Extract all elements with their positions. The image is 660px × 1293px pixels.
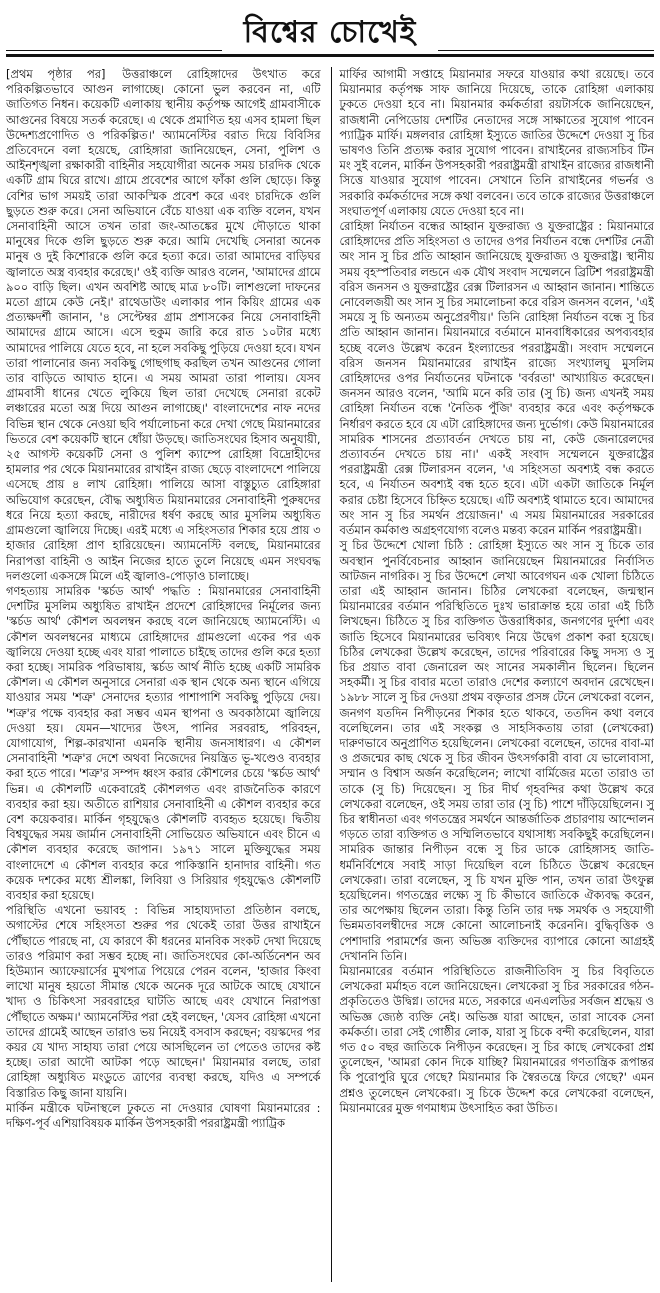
paragraph-text: উত্তরাঞ্চলে রোহিঙ্গাদের উৎখাত করে পরিকল্পিতভাবে আগুন লাগাচ্ছে। কোনো ভুল করবেন না, এটি জাতিগত নিধন। কয়েকটি এলাকায় স্থানীয় কর্তৃপক্ষ আগেই গ্রামবাসীকে আগুনের বিষয়ে সতর্ক করেছে। এ থেকে প্রমাণিত হয় এসব হামলা ছিল উদ্দেশ্যপ্রণোদিত ও পরিকল্পিত।' অ্যামনেস্টির বরাত দিয়ে বিবিসির প্রতিবেদনে বলা হয়েছে, রোহিঙ্গারা জানিয়েছেন, সেনা, পুলিশ ও আইনশৃঙ্খলা রক্ষাকারী বাহিনীর সহযোগীরা অনেক সময় চারদিক থেকে একটি গ্রাম ঘিরে রাখে। গ্রামে প্রবেশের আগে ফাঁকা গুলি ছোড়ে। কিন্তু বেশির ভাগ সময়ই তারা আকস্মিক প্রবেশ করে এবং চারদিকে গুলি ছুড়তে শুরু করে। সেনা অভিযানে বেঁচে যাওয়া এক ব্যক্তি বলেন, যখন সেনাবাহিনী আসে তখন তারা জং-আতঙ্কের মুখে দৌড়াতে থাকা মানুষের দিকে গুলি ছুড়তে শুরু করে। আমি দেখেছি সেনারা অনেক মানুষ ও দুই কিশোরকে গুলি করে হত্যা করে। তারা আমাদের বাড়িঘর জ্বালাতে অস্ত্র ব্যবহার করেছে।' ওই ব্যক্তি আরও বলেন, 'আমাদের গ্রামে ৯০০ বাড়ি ছিল। এখন অবশিষ্ট আছে মাত্র ৮০টি। লাশগুলো দাফনের মতো গ্রামে কেউ নেই।' রাথেডাউং এলাকার পান কিয়িং গ্রামের এক প্রত্যক্ষদর্শী জানান, '৪ সেপ্টেম্বর গ্রাম প্রশাসকের নিয়ে সেনাবাহিনী আমাদের গ্রামে আসে। এসে হুকুম জারি করে রাত ১০টার মধ্যে আমাদের পালিয়ে যেতে হবে, না হলে সবকিছু পুড়িয়ে দেওয়া হবে। যখন তারা পালানোর জন্য সবকিছু গোছগাছ করছিল তখন আগুনের গোলা তার বাড়িতে আঘাত হানে। এ সময় আমরা তারা পালায়। যেসব গ্রামবাসী ধানের খেতে লুকিয়ে ছিল তারা দেখেছে সেনারা রকেট লঞ্চারের মতো অস্ত্র দিয়ে আগুন লাগাচ্ছে।' বাংলাদেশের নাফ নদের বিভিন্ন স্থান থেকে নেওয়া ছবি পর্যালোচনা করে দেখা গেছে মিয়ানমারের ভিতরে বেশ কয়েকটি স্থানে ধোঁয়া উড়ছে। জাতিসংঘের হিসাব অনুযায়ী, ২৫ আগস্ট কয়েকটি সেনা ও পুলিশ ক্যাম্পে রোহিঙ্গা বিদ্রোহীদের হামলার পর থেকে মিয়ানমারের রাখাইন রাজ্য ছেড়ে বাংলাদেশে পালিয়ে এসেছে প্রায় ৪ লাখ রোহিঙ্গা। পালিয়ে আসা বাস্তুচ্যুত রোহিঙ্গারা অভিযোগ করেছেন, বৌদ্ধ অধ্যুষিত মিয়ানমারের সেনাবাহিনী পুরুষদের ধরে নিয়ে হত্যা করছে, নারীদের ধর্ষণ করছে আর মুসলিম অধ্যুষিত গ্রামগুলো জ্বালিয়ে দিচ্ছে। এরই মধ্যে এ সহিংসতার শিকার হয়ে প্রায় ৩ হাজার রোহিঙ্গা প্রাণ হারিয়েছেন। অ্যামনেস্টি বলছে, মিয়ানমারের নিরাপত্তা বাহিনী ও আইন নিজের হাতে তুলে নিয়েছে এমন সংঘবদ্ধ দলগুলো একসঙ্গে মিলে এই জ্বালাও-পোড়াও চালাচ্ছে।: [6, 67, 321, 583]
article-paragraph: পরিস্থিতি এখনো ভয়াবহ : বিভিন্ন সাহায্যদাতা প্রতিষ্ঠান বলছে, অগাস্টের শেষে সহিংসতা শুরুর পর থেকেই তারা উত্তর রাখাইনে পৌঁছাতে পারছে না, যে কারণে কী ধরনের মানবিক সংকট দেখা দিয়েছে তারও পরিমাণ করা সম্ভব হচ্ছে না। জাতিসংঘের কো-অর্ডিনেশন অব হিউম্যান অ্যাফেয়ার্সের মুখপাত্র পিয়েরে পেরন বলেন, 'হাজার কিংবা লাখো মানুষ হয়তো সীমান্ত থেকে অনেক দূরে আটকে আছে যেখানে খাদ্য ও চিকিৎসা সরবরাহের ঘাটতি আছে এবং যেখানে নিরাপত্তা পৌঁছাতে অক্ষম।' অ্যামনেস্টির পরা হেই বলছেন, 'যেসব রোহিঙ্গা এখনো তাদের গ্রামেই আছেন তারাও ভয় নিয়েই বসবাস করছেন; বয়স্কদের পর কয়র যে খাদ্য সাহায্য তারা পেয়ে আসছিলেন তা পেতেও তাদের কষ্ট হচ্ছে। তারা আদৌ আটকা পড়ে আছেন।' মিয়ানমার বলছে, তারা রোহিঙ্গা অধ্যুষিত মংডুতে ত্রাণের ব্যবস্থা করছে, যদিও এ সম্পর্কে বিস্তারিত কিছু জানা যায়নি।: [6, 903, 321, 1100]
article-paragraph: গণহত্যায় সামরিক 'স্কর্চড আর্থ' পদ্ধতি : মিয়ানমারের সেনাবাহিনী দেশটির মুসলিম অধ্যুষিত রাখাইন প্রদেশে রোহিঙ্গাদের নির্মূলের জন্য 'স্কর্চড আর্থ' কৌশল অবলম্বন করছে বলে জানিয়েছে অ্যামনেস্টি। এ কৌশল অবলম্বনের মাধ্যমে রোহিঙ্গাদের গ্রামগুলো একের পর এক জ্বালিয়ে দেওয়া হচ্ছে এবং যারা পালাতে চাইছে তাদের গুলি করে হত্যা করা হচ্ছে। সামরিক পরিভাষায়, স্কর্চড আর্থ নীতি হচ্ছে একটি সামরিক কৌশল। এ কৌশল অনুসারে সেনারা এক স্থান থেকে অন্য স্থানে এগিয়ে যাওয়ার সময় 'শত্রু' সেনাদের হত্যার পাশাপাশি সবকিছু পুড়িয়ে দেয়। 'শত্রু'র পক্ষে ব্যবহার করা সম্ভব এমন স্থাপনা ও অবকাঠামো জ্বালিয়ে দেওয়া হয়। যেমন—খাদ্যের উৎস, পানির সরবরাহ, পরিবহন, যোগাযোগ, শিল্প-কারখানা এমনকি স্থানীয় জনসাধারণ। এ কৌশল সেনাবাহিনী 'শত্রু'র দেশে অথবা নিজেদের নিয়ন্ত্রিত ভূ-খণ্ডেও ব্যবহার করা হতে পারে। 'শত্রু'র সম্পদ ধ্বংস করার কৌশলের চেয়ে 'স্কর্চড আর্থ' ভিন্ন। এ কৌশলটি একেবারেই কৌশলগত এবং রাজনৈতিক কারণে ব্যবহার করা হয়। অতীতে রাশিয়ার সেনাবাহিনী এ কৌশল ব্যবহার করে বেশ কয়েকবার। মার্কিন গৃহযুদ্ধেও কৌশলটি ব্যবহৃত হয়েছে। দ্বিতীয় বিশ্বযুদ্ধের সময় জার্মান সেনাবাহিনী সোভিয়েত অভিযানে এবং চীনে এ কৌশল ব্যবহার করেছে জাপান। ১৯৭১ সালে মুক্তিযুদ্ধের সময় বাংলাদেশে এ কৌশল ব্যবহার করে পাকিস্তানি হানাদার বাহিনী। গত কয়েক দশকের মধ্যে শ্রীলঙ্কা, লিবিয়া ও সিরিয়ার গৃহযুদ্ধেও কৌশলটি ব্যবহার করা হয়েছে।: [6, 583, 321, 902]
section-header: [6, 4, 654, 57]
article-paragraph: মিয়ানমারের বর্তমান পরিস্থিতিতে রাজনীতিবিদ সু চির বিবৃতিতে লেখকেরা মর্মাহত বলে জানিয়েছেন। লেখকেরা সু চির সরকারের গঠন-প্রকৃতিতেও উদ্বিগ্ন। তাদের মতে, সরকারে এনএলডির সর্বজন শ্রদ্ধেয় ও অভিজ্ঞ জ্যেষ্ঠ ব্যক্তি নেই। অভিজ্ঞ যারা আছেন, তারা সাবেক সেনা কর্মকর্তা। তারা সেই গোষ্ঠীর লোক, যারা সু চিকে বন্দী করেছিলেন, যারা গত ৫০ বছর জাতিকে নিপীড়ন করেছেন। সু চির কাছে লেখকেরা প্রশ্ন তুলেছেন, 'আমরা কোন দিকে যাচ্ছি? মিয়ানমারের গণতান্ত্রিক রূপান্তর কি পুরোপুরি ঘুরে গেছে? মিয়ানমার কি স্বৈরতন্ত্রে ফিরে গেছে?' এমন প্রশ্নও তুলেছেন লেখকেরা। সু চিকে উদ্দেশ করে লেখকেরা বলেছেন, মিয়ানমারের মুক্ত গণমাধ্যম উৎসাহিত করা উচিত।: [339, 963, 654, 1115]
article-paragraph: সু চির উদ্দেশে খোলা চিঠি : রোহিঙ্গা ইস্যুতে অং সান সু চিকে তার অবস্থান পুনর্বিবেচনার আহ্বান জানিয়েছেন মিয়ানমারের নির্বাসিত আটজন নাগরিক। সু চির উদ্দেশে লেখা আবেগঘন এক খোলা চিঠিতে তারা এই আহ্বান জানান। চিঠির লেখকেরা বলেছেন, জন্মস্থান মিয়ানমারের বর্তমান পরিস্থিতিতে দুঃখ ভারাক্রান্ত হয়ে তারা এই চিঠি লিখছেন। চিঠিতে সু চির ব্যক্তিগত উত্তরাধিকার, জনগণের দুর্দশা এবং জাতি হিসেবে মিয়ানমারের ভবিষ্যৎ নিয়ে উদ্বেগ প্রকাশ করা হয়েছে। চিঠির লেখকেরা উল্লেখ করেছেন, তাদের পরিবারের কিছু সদস্য ও সু চির প্রয়াত বাবা জেনারেল অং সানের সমকালীন ছিলেন। ছিলেন সহকর্মী। সু চির বাবার মতো তারাও দেশের কল্যাণে অবদান রেখেছেন। ১৯৮৮ সালে সু চির দেওয়া প্রথম বক্তৃতার প্রসঙ্গ টেনে লেখকেরা বলেন, জনগণ যতদিন নিপীড়নের শিকার হতে থাকবে, ততদিন কথা বলবে বলেছিলেন। তার এই সংকল্প ও সাহসিকতায় তারা (লেখকেরা) দারুণভাবে অনুপ্রাণিত হয়েছিলেন। লেখকেরা বলেছেন, তাদের বাবা-মা ও প্রজন্মের কাছ থেকে সু চির জীবন উৎসর্গকারী বাবা যে ভালোবাসা, সম্মান ও বিশ্বাস অর্জন করেছিলেন; লাখো বার্মিজের মতো তারাও তা তাকে (সু চি) দিয়েছেন। সু চির দীর্ঘ গৃহবন্দির কথা উল্লেখ করে লেখকেরা বলেছেন, ওই সময় তারা তার (সু চি) পাশে দাঁড়িয়েছিলেন। সু চির স্বাধীনতা এবং গণতন্ত্রের সমর্থনে আন্তর্জাতিক প্রচারণায় আন্দোলন গড়তে তারা ব্যক্তিগত ও সম্মিলিতভাবে যথাসাধ্য সবকিছুই করেছিলেন। সামরিক জান্তার নিপীড়ন বন্ধে সু চির ডাকে রোহিঙ্গাসহ জাতি-ধর্মনির্বিশেষে সবাই সাড়া দিয়েছিল বলে চিঠিতে উল্লেখ করেছেন লেখকেরা। তারা বলেছেন, সু চি যখন মুক্তি পান, তখন তারা উৎফুল্ল হয়েছিলেন। গণতন্ত্রের লক্ষ্যে সু চি কীভাবে জাতিকে ঐক্যবদ্ধ করেন, তার অপেক্ষায় ছিলেন তারা। কিন্তু তিনি তার দক্ষ সমর্থক ও সহযোগী ভিন্নমতাবলম্বীদের সঙ্গে কোনো আলোচনাই করেননি। বুদ্ধিবৃত্তিক ও পেশাদারি পরামর্শের জন্য অভিজ্ঞ ব্যক্তিদের ব্যাপারে কোনো আগ্রহই দেখাননি তিনি।: [339, 538, 654, 963]
article-columns: [6, 67, 654, 1282]
continued-from-label: [প্রথম পৃষ্ঠার পর]: [6, 67, 106, 81]
article-paragraph: মার্কিন মন্ত্রীকে ঘটনাস্থলে ঢুকতে না দেওয়ার ঘোষণা মিয়ানমারের : দক্ষিণ-পূর্ব এশিয়াবিষয়ক মার্কিন উপসহকারী পররাষ্ট্রমন্ত্রী প্যাট্রিক: [6, 1100, 321, 1131]
column-left: [6, 67, 321, 1282]
column-right: [331, 67, 655, 1282]
section-title: বিশ্বের চোখেই: [222, 18, 439, 54]
article-paragraph: মার্ফির আগামী সপ্তাহে মিয়ানমার সফরে যাওয়ার কথা রয়েছে। তবে মিয়ানমার কর্তৃপক্ষ সাফ জানিয়ে দিয়েছে, তাকে রোহিঙ্গা এলাকায় ঢুকতে দেওয়া হবে না। মিয়ানমার কর্মকর্তারা রয়টার্সকে জানিয়েছেন, রাজধানী নেপিডোয় দেশটির নেতাদের সঙ্গে সাক্ষাতের সুযোগ পাবেন প্যাট্রিক মার্ফি। মঙ্গলবার রোহিঙ্গা ইস্যুতে জাতির উদ্দেশে দেওয়া সু চির ভাষণও তিনি প্রত্যক্ষ করার সুযোগ পাবেন। রাখাইনের রাজ্যসচিব টিন মং সুই বলেন, মার্কিন উপসহকারী পররাষ্ট্রমন্ত্রী রাখাইন রাজ্যের রাজধানী সিত্তে যাওয়ার সুযোগ পাবেন। সেখানে তিনি রাখাইনের গভর্নর ও সরকারি কর্মকর্তাদের সঙ্গে কথা বলবেন। তবে তাকে রাজ্যের উত্তরাঞ্চলে সংঘাতপূর্ণ এলাকায় যেতে দেওয়া হবে না।: [339, 67, 654, 218]
article-paragraph: রোহিঙ্গা নির্যাতন বন্ধের আহ্বান যুক্তরাজ্য ও যুক্তরাষ্ট্রের : মিয়ানমারে রোহিঙ্গাদের প্রতি সহিংসতা ও তাদের ওপর নির্যাতন বন্ধে দেশটির নেত্রী অং সান সু চির প্রতি আহ্বান জানিয়েছে যুক্তরাজ্য ও যুক্তরাষ্ট্র। স্থানীয় সময় বৃহস্পতিবার লন্ডনে এক যৌথ সংবাদ সম্মেলনে ব্রিটিশ পররাষ্ট্রমন্ত্রী বরিস জনসন ও যুক্তরাষ্ট্রের রেক্স টিলারসন এ আহ্বান জানান। শান্তিতে নোবেলজয়ী অং সান সু চির সমালোচনা করে বরিস জনসন বলেন, 'এই সময়ে সু চি অন্যতম অনুপ্রেরণীয়।' তিনি রোহিঙ্গা নির্যাতন বন্ধে সু চির প্রতি আহ্বান জানান। মিয়ানমারে বর্তমানে মানবাধিকারের অপব্যবহার হচ্ছে বলেও উল্লেখ করেন ইংল্যান্ডের পররাষ্ট্রমন্ত্রী। সংবাদ সম্মেলনে বরিস জনসন মিয়ানমারের রাখাইন রাজ্যে সংখ্যালঘু মুসলিম রোহিঙ্গাদের ওপর নির্যাতনের ঘটনাকে 'বর্বরতা' আখ্যায়িত করেছেন। জনসন আরও বলেন, 'আমি মনে করি তার (সু চি) জন্য এখনই সময় রোহিঙ্গা নির্যাতন বন্ধে 'নৈতিক পুঁজি' ব্যবহার করে এবং কর্তৃপক্ষকে নির্ধারণ করতে হবে যে এটা রোহিঙ্গাদের জন্য দুর্ভোগ। কেউ মিয়ানমারের সামরিক শাসনের প্রত্যাবর্তন দেখতে চায় না, কেউ জেনারেলদের প্রত্যাবর্তন দেখতে চায় না।' একই সংবাদ সম্মেলনে যুক্তরাষ্ট্রের পররাষ্ট্রমন্ত্রী রেক্স টিলারসন বলেন, 'এ সহিংসতা অবশ্যই বন্ধ করতে হবে, এ নির্যাতন অবশ্যই বন্ধ হতে হবে। এটা একটা জাতিকে নির্মূল করার চেষ্টা হিসেবে চিহ্নিত হয়েছে। এটি অবশ্যই থামাতে হবে। আমাদের অং সান সু চির সমর্থন প্রয়োজন।' এ সময় মিয়ানমারের সরকারের বর্তমান কর্মকাণ্ড অগ্রহণযোগ্য বলেও মন্তব্য করেন মার্কিন পররাষ্ট্রমন্ত্রী।: [339, 219, 654, 538]
article-paragraph: [6, 67, 321, 584]
